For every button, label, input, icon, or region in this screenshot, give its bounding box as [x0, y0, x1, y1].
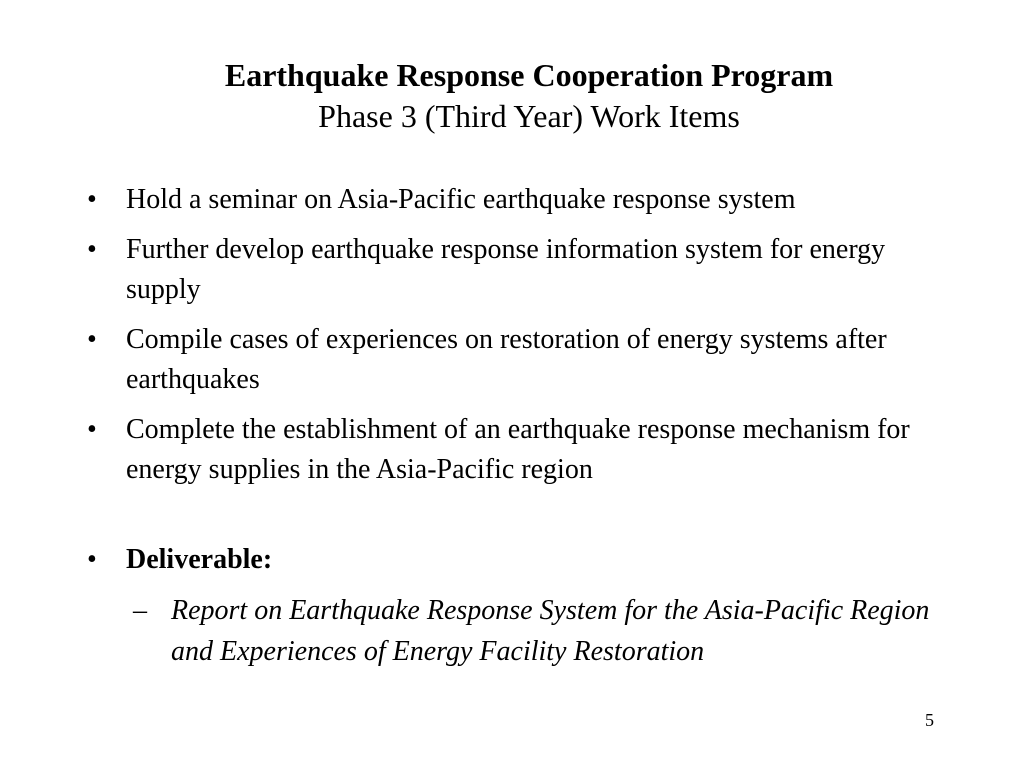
slide-title: Earthquake Response Cooperation Program: [224, 57, 834, 93]
bullet-text: Further develop earthquake response information system for energy supply: [126, 234, 886, 305]
dash-icon: –: [133, 595, 147, 626]
deliverable-bullet: [0, 540, 1024, 580]
deliverable-subitem: [0, 590, 1024, 672]
slide-subtitle: Phase 3 (Third Year) Work Items: [318, 98, 740, 134]
bullet-dot-icon: •: [87, 324, 97, 355]
bullet-dot-icon: •: [87, 544, 97, 575]
bullet-item: [0, 410, 1024, 490]
bullet-text: Hold a seminar on Asia-Pacific earthquake response system: [126, 184, 796, 215]
bullet-item: [0, 320, 1024, 400]
title-block: [0, 55, 1024, 137]
bullet-list: [0, 180, 1024, 672]
bullet-dot-icon: •: [87, 414, 97, 445]
bullet-text: Complete the establishment of an earthquake response mechanism for energy supplies in the Asia-Pacific region: [126, 414, 910, 485]
deliverable-label: Deliverable:: [126, 544, 273, 575]
deliverable-text: Report on Earthquake Response System for the Asia-Pacific Region and Experiences of Energy Facility Restoration: [171, 595, 930, 667]
bullet-dot-icon: •: [87, 184, 97, 215]
bullet-dot-icon: •: [87, 234, 97, 265]
bullet-text: Compile cases of experiences on restoration of energy systems after earthquakes: [126, 324, 887, 395]
page-number: 5: [925, 710, 934, 730]
bullet-item: [0, 180, 1024, 220]
bullet-item: [0, 230, 1024, 310]
